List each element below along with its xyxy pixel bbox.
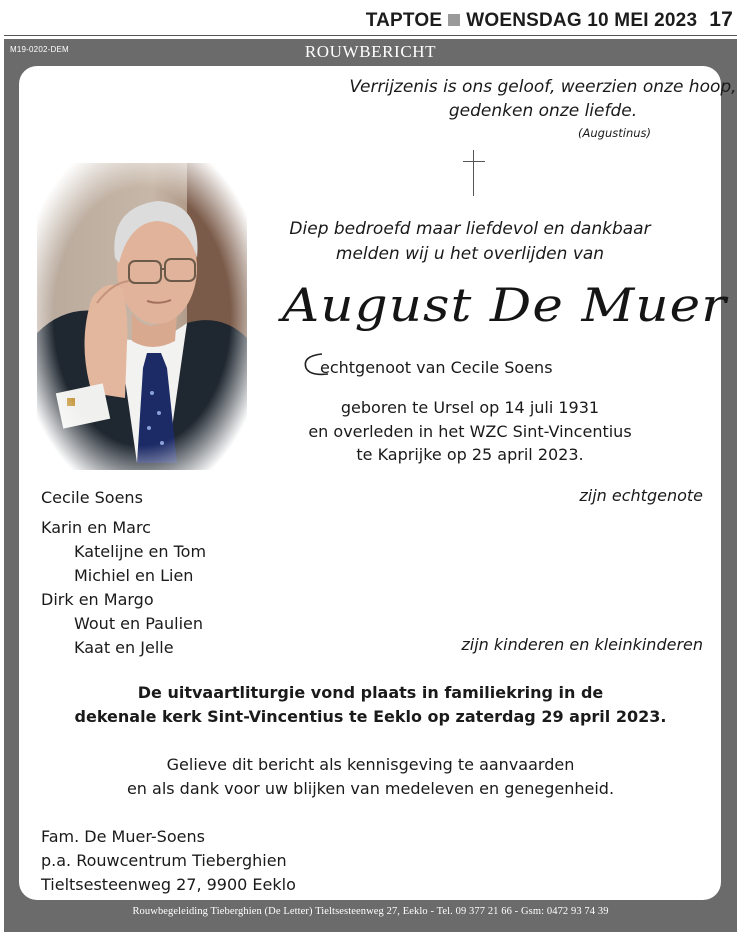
children-role: zijn kinderen en kleinkinderen (461, 635, 703, 654)
deceased-name: August De Muer (282, 278, 727, 332)
quote-line-2: gedenken onze liefde. (448, 101, 638, 121)
issue-date: WOENSDAG 10 MEI 2023 (466, 10, 698, 31)
portrait-photo (37, 163, 247, 470)
service-line-2: dekenale kerk Sint-Vincentius te Eeklo op zaterdag 29 april 2023. (74, 707, 667, 726)
address-line-3: Tieltsesteenweg 27, 9900 Eeklo (41, 875, 296, 894)
family-grandchild: Katelijne en Tom (74, 542, 207, 561)
funeral-service (0, 681, 741, 729)
service-line-1: De uitvaartliturgie vond plaats in familiekring in de (137, 683, 604, 702)
family-list (41, 486, 206, 660)
notice-kind: ROUWBERICHT (304, 42, 437, 61)
page-number: 17 (709, 8, 733, 31)
notice-code: M19-0202-DEM (10, 45, 69, 54)
intro-text (270, 217, 670, 267)
ack-line-1: Gelieve dit bericht als kennisgeving te aanvaarden (166, 755, 575, 774)
intro-line-1: Diep bedroefd maar liefdevol en dankbaar (289, 219, 651, 239)
spouse-role: zijn echtgenote (579, 486, 703, 505)
family-child: Karin en Marc (41, 518, 151, 537)
family-grandchild: Michiel en Lien (74, 566, 194, 585)
quote-source: (Augustinus) (578, 126, 651, 140)
family-spouse: Cecile Soens (41, 488, 143, 507)
address-line-2: p.a. Rouwcentrum Tieberghien (41, 851, 287, 870)
quote (0, 75, 741, 123)
spouse-line: echtgenoot van Cecile Soens (320, 358, 553, 377)
acknowledgement (0, 753, 741, 801)
dates-line-1: geboren te Ursel op 14 juli 1931 (340, 398, 600, 417)
life-dates (270, 396, 670, 467)
family-grandchild: Wout en Paulien (74, 614, 203, 633)
dates-line-3: te Kaprijke op 25 april 2023. (356, 445, 584, 464)
funeral-home-footer: Rouwbegeleiding Tieberghien (De Letter) Tieltsesteenweg 27, Eeklo - Tel. 09 377 21 66 - Gsm: 0472 93 74 39 (132, 906, 609, 917)
correspondence-address (41, 825, 296, 897)
masthead-text (366, 8, 733, 32)
ack-line-2: en als dank voor uw blijken van medeleven en genegenheid. (126, 779, 615, 798)
square-separator-icon (448, 14, 460, 26)
cross-icon (463, 150, 485, 196)
publication-name: TAPTOE (365, 10, 443, 31)
address-line-1: Fam. De Muer-Soens (41, 827, 205, 846)
quote-line-1: Verrijzenis is ons geloof, weerzien onze hoop, (349, 77, 737, 97)
newspaper-header (0, 0, 741, 36)
intro-line-2: melden wij u het overlijden van (335, 244, 605, 264)
portrait-illustration (37, 163, 247, 470)
header-rule (4, 35, 737, 36)
family-child: Dirk en Margo (41, 590, 154, 609)
dates-line-2: en overleden in het WZC Sint-Vincentius (308, 421, 632, 441)
family-grandchild: Kaat en Jelle (74, 638, 174, 657)
